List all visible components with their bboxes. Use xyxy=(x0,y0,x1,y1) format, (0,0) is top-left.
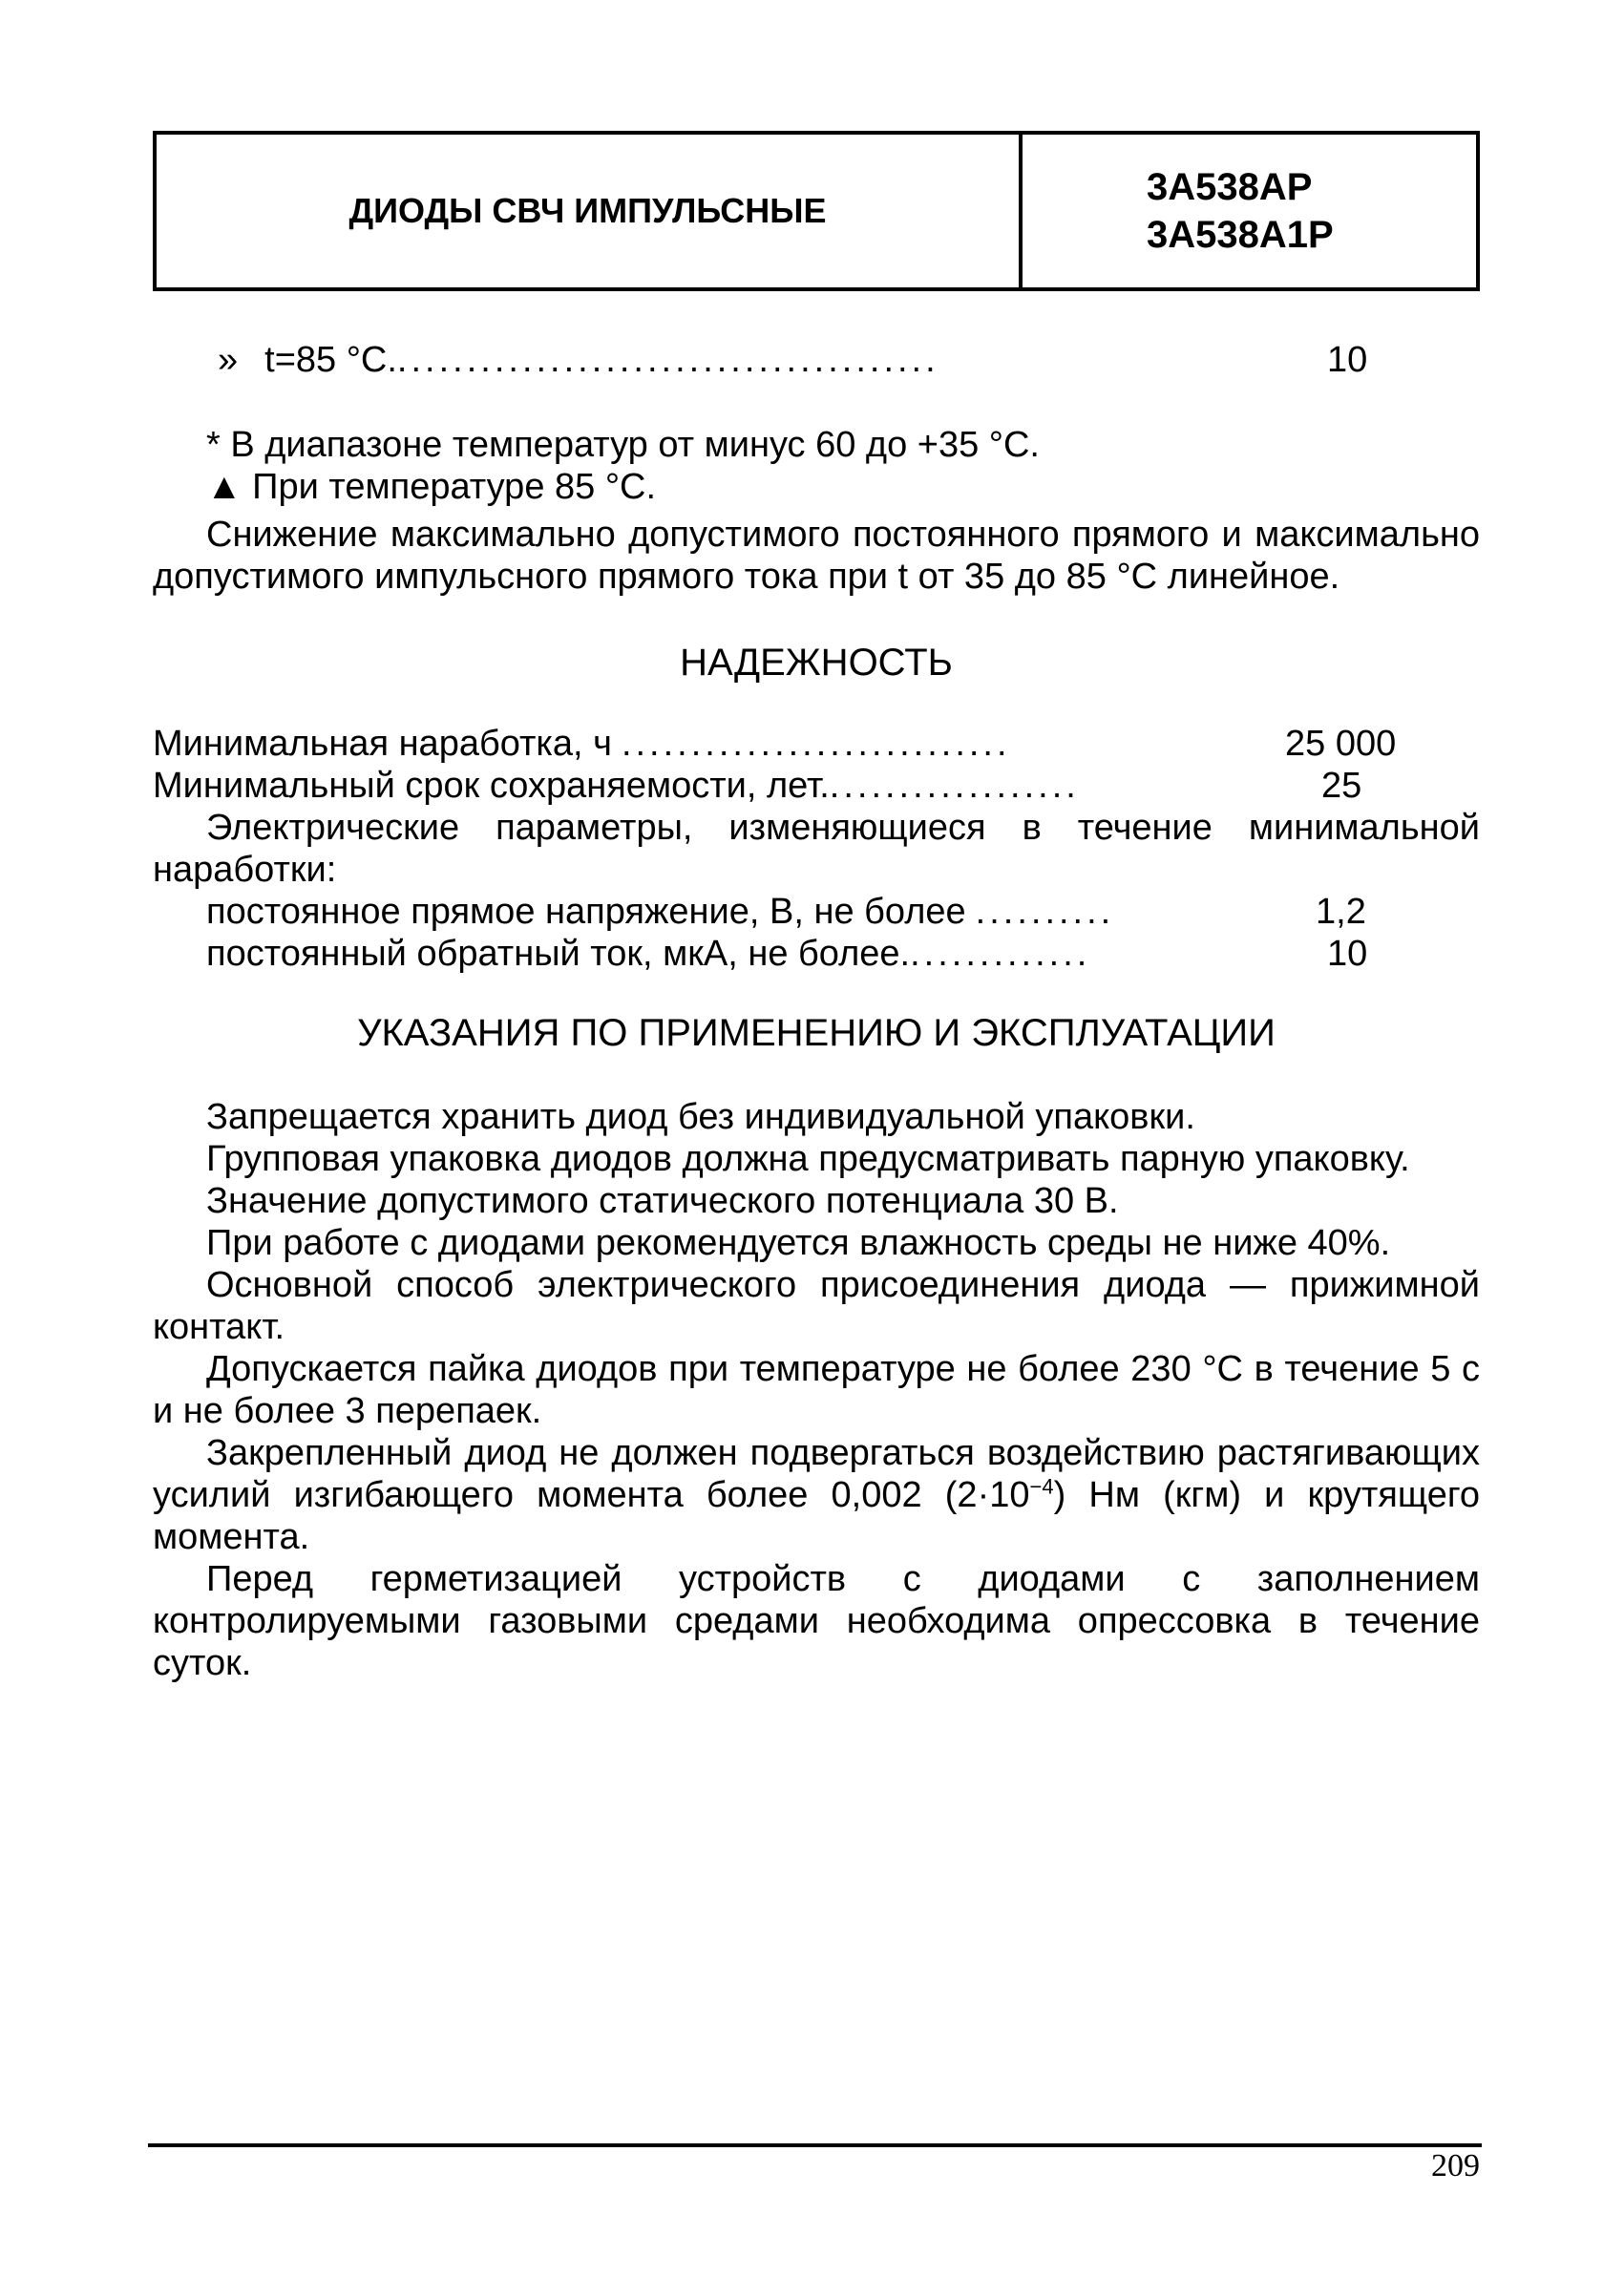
reliability-row-2-label: Минимальный срок сохраняемости, лет. xyxy=(153,766,830,806)
usage-p3: Значение допустимого статического потенциала 30 В. xyxy=(206,1181,1119,1221)
header-title: ДИОДЫ СВЧ ИМПУЛЬСНЫЕ xyxy=(157,135,1023,287)
usage-p2: Групповая упаковка диодов должна предусматривать парную упаковку. xyxy=(206,1139,1410,1179)
page-number: 209 xyxy=(1431,2148,1480,2183)
param-row-1 xyxy=(206,891,1163,933)
temp-row-value: 10 xyxy=(1327,340,1368,380)
reliability-row-1-label: Минимальная наработка, ч xyxy=(153,724,612,764)
params-intro: Электрические параметры, изменяющиеся в течение минимальной наработки: xyxy=(153,808,1480,890)
param-row-2 xyxy=(206,933,1163,975)
param-row-2-value: 10 xyxy=(1327,934,1368,974)
param-row-1-value: 1,2 xyxy=(1316,892,1366,932)
temp-row xyxy=(218,339,1163,381)
reliability-row-2 xyxy=(153,765,1163,807)
reliability-row-1 xyxy=(153,723,1163,765)
note-derating: Снижение максимально допустимого постоянного прямого и максимально допустимого импульсного прямого тока при t от 35 до 85 °С линейное. xyxy=(153,515,1480,597)
note-star: * В диапазоне температур от минус 60 до +35 °С. xyxy=(206,425,1040,465)
temp-row-prefix: » xyxy=(218,340,239,380)
temp-row-dots: ....................................... xyxy=(396,340,939,380)
model-2: 3А538А1Р xyxy=(1147,214,1334,256)
reliability-row-1-value: 25 000 xyxy=(1285,724,1397,764)
reliability-row-1-dots: ............................ xyxy=(621,724,1011,764)
usage-p5: Основной способ электрического присоединения диода — прижимной контакт. xyxy=(153,1265,1480,1347)
usage-p4: При работе с диодами рекомендуется влажность среды не ниже 40%. xyxy=(206,1223,1391,1263)
usage-p8: Перед герметизацией устройств с диодами с заполнением контролируемыми газовыми средами необходима опрессовка в течение суток. xyxy=(153,1559,1480,1683)
reliability-row-2-value: 25 xyxy=(1321,766,1362,806)
header-models xyxy=(1023,135,1476,287)
usage-heading: УКАЗАНИЯ ПО ПРИМЕНЕНИЮ И ЭКСПЛУАТАЦИИ xyxy=(357,1012,1276,1054)
param-row-1-label: постоянное прямое напряжение, В, не более xyxy=(206,892,966,932)
reliability-heading: НАДЕЖНОСТЬ xyxy=(680,642,953,684)
param-row-1-dots: .......... xyxy=(975,892,1115,932)
header-box xyxy=(153,131,1480,291)
temp-row-label: t=85 °C. xyxy=(264,340,397,380)
model-1: 3А538АР xyxy=(1147,166,1313,208)
usage-p7-part-b: ) Нм (кгм) и крутящего момента. xyxy=(153,1475,1481,1557)
usage-p7 xyxy=(153,1432,1480,1558)
param-row-2-dots: ............. xyxy=(910,934,1091,974)
note-triangle: ▲ При температуре 85 °С. xyxy=(206,467,657,507)
usage-p7-part-a: Закрепленный диод не должен подвергаться воздействию растягивающих усилий изгибающего момента более 0,002 (2·10 xyxy=(153,1433,1480,1515)
reliability-row-2-dots: .................. xyxy=(829,766,1080,806)
usage-p1: Запрещается хранить диод без индивидуальной упаковки. xyxy=(206,1097,1195,1137)
param-row-2-label: постоянный обратный ток, мкА, не более. xyxy=(206,934,911,974)
usage-p7-exponent: −4 xyxy=(1029,1474,1054,1499)
footer-rule xyxy=(148,2143,1482,2147)
usage-p6: Допускается пайка диодов при температуре не более 230 °С в течение 5 с и не более 3 перепаек. xyxy=(153,1349,1480,1431)
